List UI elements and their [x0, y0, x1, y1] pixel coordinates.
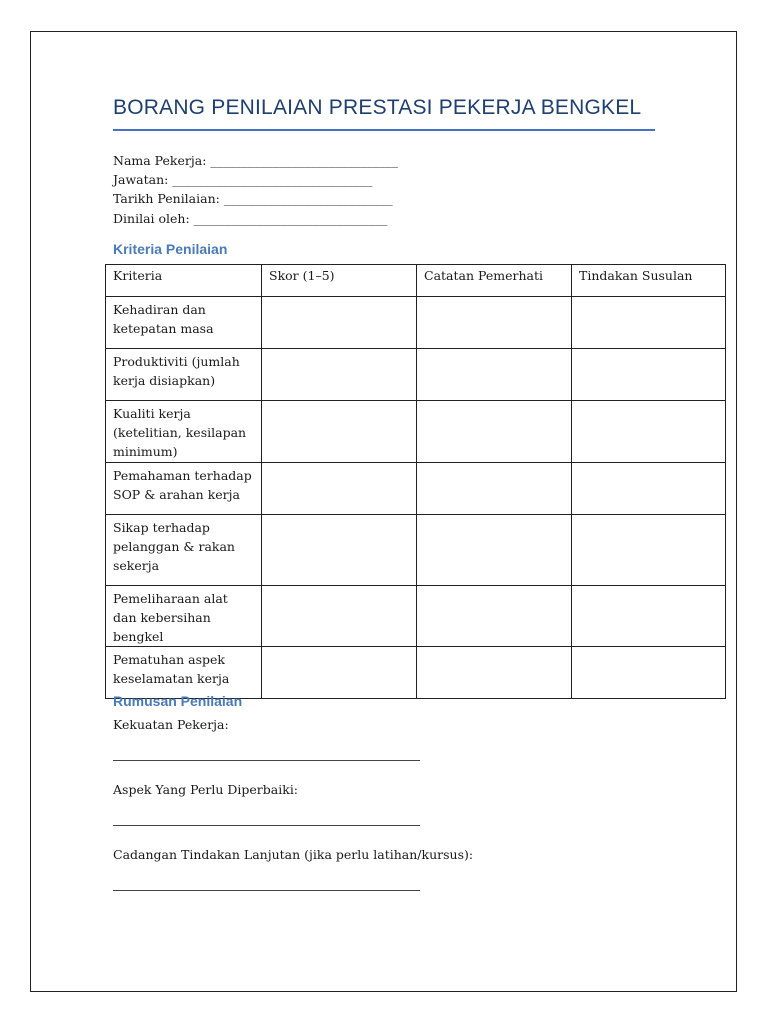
- field-label: Tarikh Penilaian:: [113, 191, 220, 207]
- criteria-cell: Kehadiran dan ketepatan masa: [106, 297, 262, 349]
- observer-notes-cell[interactable]: [417, 647, 572, 699]
- field-nama-pekerja: [113, 151, 398, 170]
- title-underline: [113, 129, 655, 131]
- summary-label-cadangan-tindakan: Cadangan Tindakan Lanjutan (jika perlu latihan/kursus):: [113, 847, 474, 862]
- summary-section: [113, 715, 473, 891]
- field-jawatan: [113, 170, 398, 189]
- summary-answer-line[interactable]: [113, 825, 420, 826]
- table-row: [106, 401, 726, 463]
- table-row: [106, 514, 726, 585]
- field-blank[interactable]: ______________________________: [210, 153, 398, 168]
- observer-notes-cell[interactable]: [417, 297, 572, 349]
- follow-up-action-cell[interactable]: [572, 585, 726, 647]
- column-header: Tindakan Susulan: [572, 265, 726, 297]
- table-row: [106, 349, 726, 401]
- follow-up-action-cell[interactable]: [572, 297, 726, 349]
- summary-answer-line[interactable]: [113, 890, 420, 891]
- criteria-cell: Kualiti kerja (ketelitian, kesilapan minimum): [106, 401, 262, 463]
- score-cell[interactable]: [262, 349, 417, 401]
- summary-label-kekuatan: Kekuatan Pekerja:: [113, 717, 229, 732]
- field-label: Nama Pekerja:: [113, 153, 207, 168]
- summary-label-aspek-diperbaiki: Aspek Yang Perlu Diperbaiki:: [113, 782, 299, 797]
- field-blank[interactable]: ___________________________: [223, 191, 393, 207]
- form-title: BORANG PENILAIAN PRESTASI PEKERJA BENGKEL: [113, 96, 642, 119]
- observer-notes-cell[interactable]: [417, 401, 572, 463]
- field-blank[interactable]: ________________________________: [172, 172, 373, 188]
- criteria-cell: Pematuhan aspek keselamatan kerja: [106, 647, 262, 699]
- observer-notes-cell[interactable]: [417, 514, 572, 585]
- field-label: Dinilai oleh:: [113, 210, 190, 226]
- observer-notes-cell[interactable]: [417, 585, 572, 647]
- field-blank[interactable]: _______________________________: [193, 210, 388, 226]
- column-header: Kriteria: [106, 265, 262, 297]
- observer-notes-cell[interactable]: [417, 349, 572, 401]
- criteria-cell: Produktiviti (jumlah kerja disiapkan): [106, 349, 262, 401]
- follow-up-action-cell[interactable]: [572, 401, 726, 463]
- column-header: Catatan Pemerhati: [417, 265, 572, 297]
- criteria-table: [105, 264, 726, 699]
- summary-heading: Rumusan Penilaian: [113, 693, 243, 709]
- score-cell[interactable]: [262, 401, 417, 463]
- table-row: [106, 297, 726, 349]
- follow-up-action-cell[interactable]: [572, 647, 726, 699]
- observer-notes-cell[interactable]: [417, 462, 572, 514]
- score-cell[interactable]: [262, 647, 417, 699]
- table-row: [106, 647, 726, 699]
- score-cell[interactable]: [262, 514, 417, 585]
- score-cell[interactable]: [262, 585, 417, 647]
- follow-up-action-cell[interactable]: [572, 349, 726, 401]
- table-row: [106, 462, 726, 514]
- criteria-heading: Kriteria Penilaian: [113, 241, 228, 257]
- employee-info-fields: [113, 151, 398, 228]
- field-dinilai-oleh: [113, 209, 398, 228]
- field-tarikh-penilaian: [113, 189, 398, 208]
- criteria-cell: Pemahaman terhadap SOP & arahan kerja: [106, 462, 262, 514]
- column-header: Skor (1–5): [262, 265, 417, 297]
- summary-answer-line[interactable]: [113, 760, 420, 761]
- criteria-cell: Sikap terhadap pelanggan & rakan sekerja: [106, 514, 262, 585]
- criteria-cell: Pemeliharaan alat dan kebersihan bengkel: [106, 585, 262, 647]
- follow-up-action-cell[interactable]: [572, 514, 726, 585]
- field-label: Jawatan:: [113, 172, 169, 188]
- table-row: [106, 585, 726, 647]
- score-cell[interactable]: [262, 462, 417, 514]
- follow-up-action-cell[interactable]: [572, 462, 726, 514]
- score-cell[interactable]: [262, 297, 417, 349]
- table-header-row: [106, 265, 726, 297]
